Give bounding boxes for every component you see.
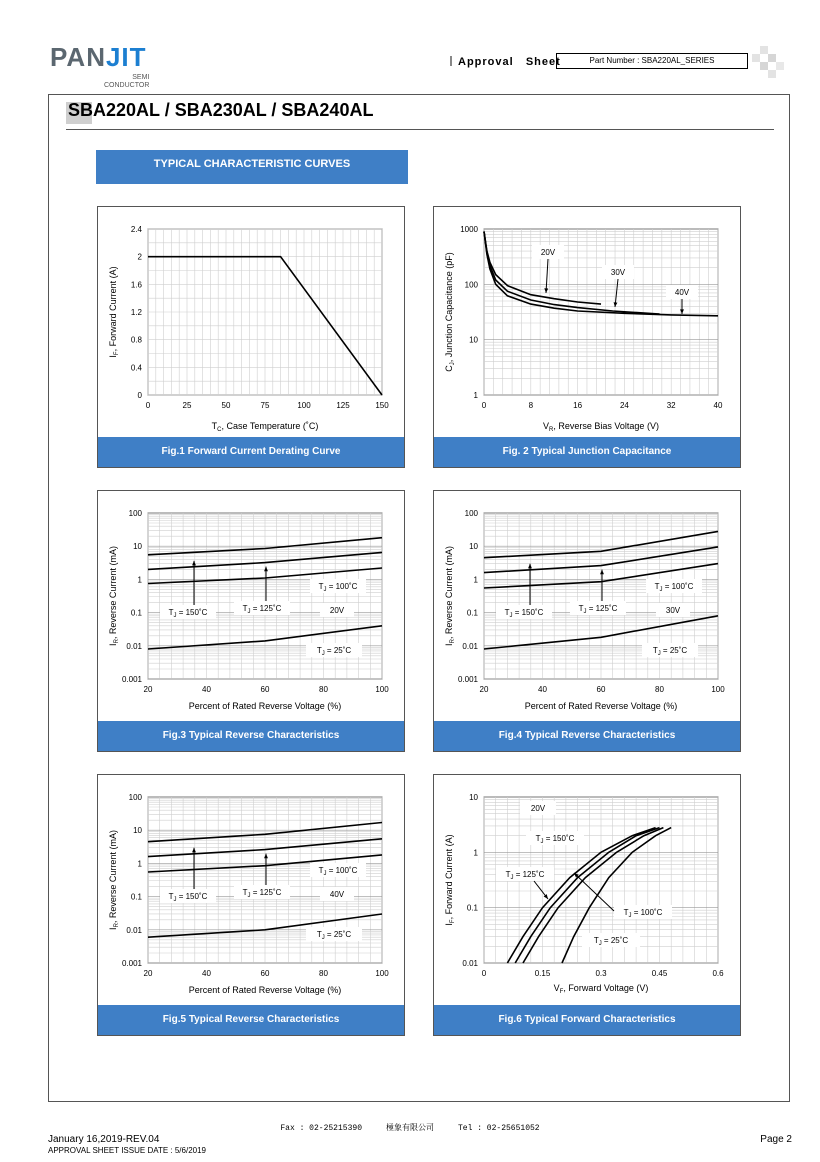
x-tick-label: 80: [655, 685, 664, 694]
x-tick-label: 32: [666, 401, 676, 410]
y-tick-label: 0.001: [121, 675, 142, 684]
y-tick-label: 0.001: [121, 959, 142, 968]
fig6-caption: Fig.6 Typical Forward Characteristics: [434, 1005, 740, 1035]
footer-issue-date: APPROVAL SHEET ISSUE DATE : 5/6/2019: [48, 1146, 206, 1155]
x-tick-label: 75: [260, 401, 270, 410]
fig3-chart: [98, 491, 404, 721]
y-tick-label: 100: [128, 509, 142, 518]
panjit-logo: PANJIT: [50, 42, 147, 72]
y-tick-label: 0.1: [130, 892, 142, 902]
x-tick-label: 8: [528, 401, 534, 410]
y-tick-label: 1: [137, 575, 142, 585]
approval-sheet-label: Approval Sheet: [450, 56, 561, 68]
x-tick-label: 40: [713, 401, 723, 410]
y-tick-label: 0.01: [126, 641, 142, 651]
x-tick-label: 20: [143, 685, 153, 694]
x-tick-label: 40: [202, 685, 211, 694]
footer-date-rev: January 16,2019-REV.04: [48, 1134, 160, 1145]
x-tick-label: 125: [336, 401, 350, 410]
page-title: SBA220AL / SBA230AL / SBA240AL: [68, 100, 374, 120]
label-tj-125: $T_J$ = 125˚C: [505, 870, 545, 881]
x-tick-label: 80: [319, 685, 328, 694]
footer-page: Page 2: [760, 1134, 792, 1145]
fig2-panel: [433, 206, 741, 468]
logo-subtitle: SEMI CONDUCTOR: [104, 74, 150, 89]
x-tick-label: 50: [221, 401, 231, 410]
part-number-box: Part Number : SBA220AL_SERIES: [556, 53, 748, 69]
x-tick-label: 40: [202, 969, 211, 978]
x-tick-label: 80: [319, 969, 328, 978]
label-tj-125: $T_J$ = 125˚C: [242, 888, 282, 899]
label-tj-25: $T_J$ = 25˚C: [652, 646, 688, 657]
y-tick-label: 0.1: [466, 903, 478, 913]
x-tick-label: 0: [481, 969, 487, 978]
x-tick-label: 150: [375, 401, 389, 410]
fig4-chart: [434, 491, 740, 721]
x-axis-label: Percent of Rated Reverse Voltage (%): [524, 701, 678, 711]
x-tick-label: 0.3: [595, 969, 607, 978]
label-tj-125: $T_J$ = 125˚C: [578, 604, 618, 615]
checker-decoration-icon: [752, 46, 784, 80]
label-tj-100: $T_J$ = 100˚C: [318, 866, 358, 877]
section-banner: TYPICAL CHARACTERISTIC CURVES: [96, 150, 408, 184]
y-tick-label: 0: [137, 391, 142, 400]
y-tick-label: 0.01: [462, 641, 478, 651]
x-tick-label: 16: [573, 401, 583, 410]
fig1-panel: [97, 206, 405, 468]
label-tj-100: $T_J$ = 100˚C: [318, 582, 358, 593]
x-tick-label: 100: [375, 685, 389, 694]
x-axis-label: Percent of Rated Reverse Voltage (%): [188, 701, 342, 711]
fig5-caption: Fig.5 Typical Reverse Characteristics: [98, 1005, 404, 1035]
label-tj-25: $T_J$ = 25˚C: [593, 936, 629, 947]
x-tick-label: 60: [596, 685, 606, 694]
fig6-panel: [433, 774, 741, 1036]
x-tick-label: 24: [619, 401, 629, 410]
fig2-chart: [434, 207, 740, 437]
footer-contact: Fax : 02-25215390 極象有限公司 Tel : 02-25651052: [280, 1124, 540, 1133]
y-tick-label: 10: [469, 542, 478, 552]
x-tick-label: 40: [538, 685, 547, 694]
label-voltage: 30V: [665, 606, 681, 615]
y-tick-label: 100: [128, 793, 142, 802]
y-tick-label: 0.1: [130, 608, 142, 618]
fig5-chart: [98, 775, 404, 1005]
y-tick-label: 0.01: [126, 925, 142, 935]
label-30v: 30V: [610, 268, 626, 277]
x-tick-label: 100: [711, 685, 725, 694]
y-tick-label: 10: [469, 793, 478, 802]
fig4-panel: [433, 490, 741, 752]
x-tick-label: 0: [481, 401, 487, 410]
x-tick-label: 0.15: [534, 969, 551, 978]
y-axis-label: $I_R$, Reverse Current (mA): [444, 546, 456, 646]
y-tick-label: 10: [133, 826, 142, 836]
y-tick-label: 10: [133, 542, 142, 552]
y-tick-label: 1: [473, 575, 478, 585]
x-tick-label: 0.45: [651, 969, 668, 978]
y-axis-label: $I_R$, Reverse Current (mA): [108, 830, 120, 930]
x-tick-label: 20: [143, 969, 153, 978]
fig5-panel: [97, 774, 405, 1036]
y-tick-label: 10: [469, 335, 478, 345]
x-tick-label: 100: [297, 401, 311, 410]
y-tick-label: 1000: [460, 225, 478, 234]
label-voltage: 40V: [329, 890, 345, 899]
y-axis-label: $I_F$, Forward Current (A): [444, 834, 456, 926]
x-tick-label: 20: [479, 685, 489, 694]
x-tick-label: 25: [182, 401, 192, 410]
x-tick-label: 0.6: [712, 969, 724, 978]
fig1-caption: Fig.1 Forward Current Derating Curve: [98, 437, 404, 467]
fig4-caption: Fig.4 Typical Reverse Characteristics: [434, 721, 740, 751]
x-tick-label: 100: [375, 969, 389, 978]
label-voltage: 20V: [329, 606, 345, 615]
y-axis-label: $I_R$, Reverse Current (mA): [108, 546, 120, 646]
x-tick-label: 60: [260, 685, 270, 694]
x-axis-label: Percent of Rated Reverse Voltage (%): [188, 985, 342, 995]
y-axis-label: $C_J$, Junction Capacitance (pF): [444, 252, 456, 372]
y-tick-label: 100: [464, 509, 478, 518]
x-tick-label: 60: [260, 969, 270, 978]
label-tj-150: $T_J$ = 150˚C: [168, 892, 208, 903]
fig3-caption: Fig.3 Typical Reverse Characteristics: [98, 721, 404, 751]
y-tick-label: 0.8: [130, 335, 142, 345]
y-axis-label: $I_F$, Forward Current (A): [108, 266, 120, 358]
fig6-chart: [434, 775, 740, 1005]
fig2-caption: Fig. 2 Typical Junction Capacitance: [434, 437, 740, 467]
label-tj-150: $T_J$ = 150˚C: [504, 608, 544, 619]
x-axis-label: $T_C$, Case Temperature (˚C): [211, 421, 319, 433]
y-tick-label: 1.6: [130, 280, 142, 290]
label-voltage: 20V: [530, 804, 546, 813]
fig1-chart: [98, 207, 404, 437]
fig3-panel: [97, 490, 405, 752]
label-tj-150: $T_J$ = 150˚C: [168, 608, 208, 619]
label-tj-100: $T_J$ = 100˚C: [654, 582, 694, 593]
label-tj-25: $T_J$ = 25˚C: [316, 646, 352, 657]
y-tick-label: 1: [137, 859, 142, 869]
y-tick-label: 0.001: [457, 675, 478, 684]
y-tick-label: 0.4: [130, 363, 142, 373]
y-tick-label: 2.4: [130, 225, 142, 234]
y-tick-label: 0.01: [462, 959, 478, 968]
label-40v: 40V: [674, 288, 690, 297]
label-tj-100: $T_J$ = 100˚C: [623, 908, 663, 919]
label-20v: 20V: [540, 248, 556, 257]
y-tick-label: 1: [473, 391, 478, 400]
y-tick-label: 0.1: [466, 608, 478, 618]
label-tj-150: $T_J$ = 150˚C: [535, 834, 575, 845]
x-tick-label: 0: [145, 401, 151, 410]
x-axis-label: $V_R$, Reverse Bias Voltage (V): [543, 421, 659, 433]
label-tj-25: $T_J$ = 25˚C: [316, 930, 352, 941]
x-axis-label: $V_F$, Forward Voltage (V): [553, 983, 649, 995]
y-tick-label: 1: [473, 848, 478, 858]
y-tick-label: 100: [464, 280, 478, 290]
label-tj-125: $T_J$ = 125˚C: [242, 604, 282, 615]
y-tick-label: 1.2: [130, 308, 142, 317]
title-rule: [66, 129, 774, 130]
y-tick-label: 2: [137, 252, 142, 262]
